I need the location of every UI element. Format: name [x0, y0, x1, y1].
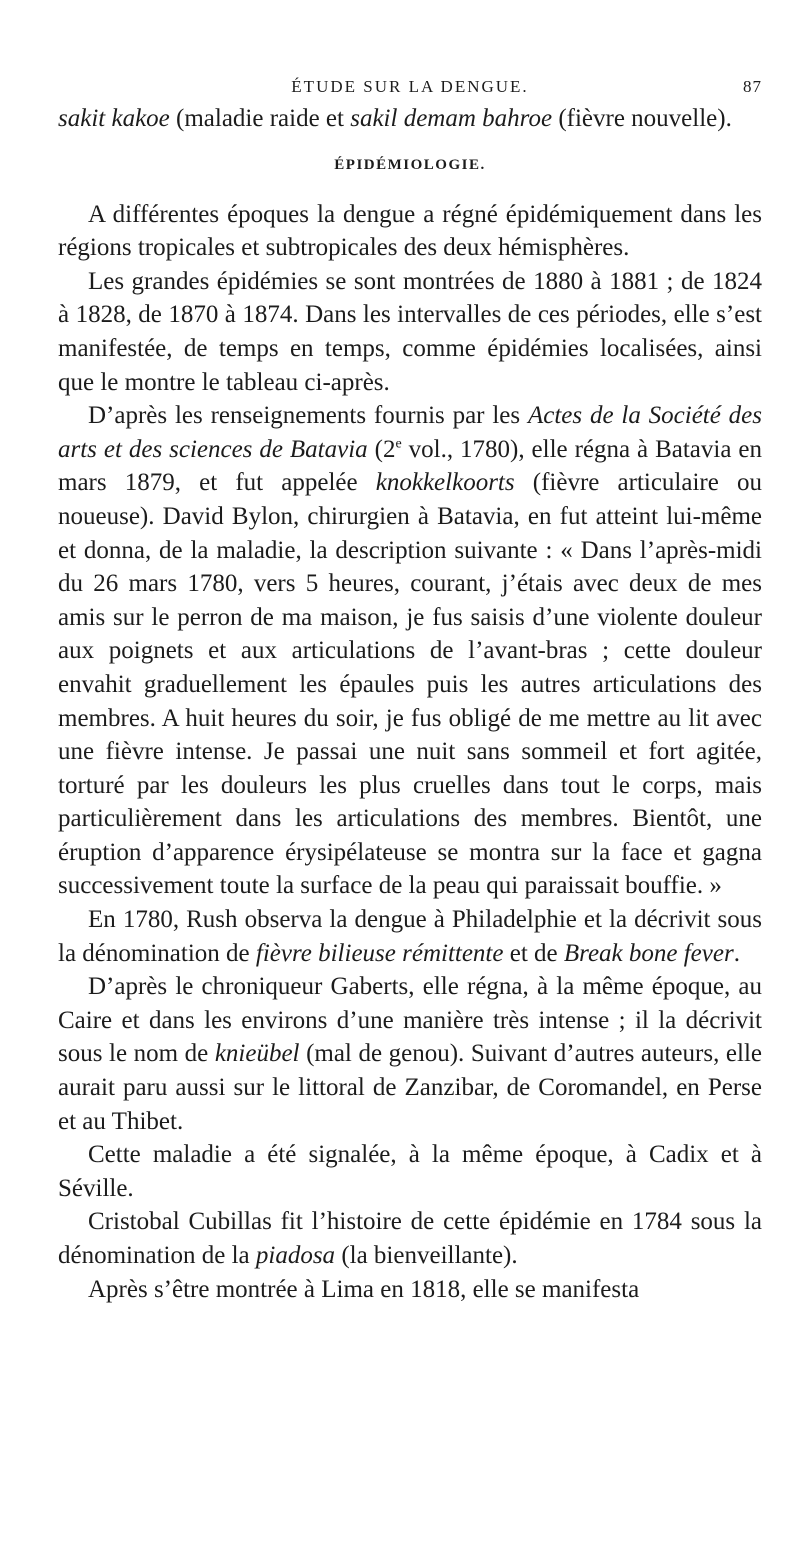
- disease-term: fièvre bilieuse rémittente: [255, 939, 504, 967]
- section-heading: ÉPIDÉMIOLOGIE.: [334, 156, 486, 173]
- gloss-text: (fièvre nouvelle).: [552, 105, 732, 132]
- paragraph-text: (la bienveillante).: [335, 1242, 518, 1269]
- malay-term: sakil demam bahroe: [350, 105, 553, 132]
- paragraph-text: (fièvre articulaire ou noueuse). David Bylon, chirurgien à Batavia, en fut atteint lui-même et donna, de la maladie, la description suivante : « Dans l’après-midi du 26 mars 1780, vers 5 heures, courant, j’étais avec deux de mes amis sur le perron de ma maison, je fus saisis d’une violente douleur aux poignets et aux articulations de l’avant-bras ; cette douleur envahit graduellement les épaules puis les autres articulations des membres. A huit heures du soir, je fus obligé de me mettre au lit avec une fièvre intense. Je passai une nuit sans sommeil et fort agitée, torturé par les douleurs les plus cruelles dans tout le corps, mais particulièrement dans les articulations des membres. Bientôt, une éruption d’apparence érysipélateuse se montra sur la face et gagna successivement toute la surface de la peau qui paraissait bouffie. »: [58, 469, 762, 900]
- book-page: [0, 72, 800, 1545]
- paragraph-2: Les grandes épidémies se sont montrées de 1880 à 1881 ; de 1824 à 1828, de 1870 à 1874. Dans les intervalles de ces périodes, elle s’est manifestée, de temps en temps, comme épidémies localisées, ainsi que le montre le tableau ci-après.: [58, 267, 762, 396]
- paragraph-8: Après s’être montrée à Lima en 1818, elle se manifesta: [88, 1275, 640, 1303]
- paragraph-text: (2: [367, 435, 396, 463]
- paragraph-text: Cristobal Cubillas fit l’histoire de cette épidémie en 1784 sous la dénomination de la: [58, 1208, 762, 1269]
- paragraph-3: [58, 399, 762, 903]
- paragraph-4: [58, 903, 762, 970]
- superscript: e: [395, 436, 402, 452]
- paragraph-text: (mal de genou). Suivant d’autres auteurs, elle aurait paru aussi sur le littoral de Zanzibar, de Coromandel, en Perse et au Thibet.: [58, 1040, 762, 1135]
- page-number: 87: [743, 77, 762, 96]
- gloss-text: (maladie raide et: [169, 105, 351, 132]
- paragraph-6: Cette maladie a été signalée, à la même époque, à Cadix et à Séville.: [58, 1141, 762, 1202]
- paragraph-text: D’après le chroniqueur Gaberts, elle régna, à la même époque, au Caire et dans les environs d’une manière très intense ; il la décrivit sous le nom de: [58, 973, 762, 1068]
- paragraph-text: D’après les renseignements fournis par les: [88, 402, 528, 430]
- paragraph-text: En 1780, Rush observa la dengue à Philadelphie et la décrivit sous la dénomination de: [58, 906, 762, 967]
- running-header: [58, 72, 762, 102]
- paragraph-text: vol., 1780), elle régna à Batavia en mars 1879, et fut appelée: [58, 435, 762, 497]
- publication-title: Actes de la Société des arts et des sciences de Batavia: [58, 402, 763, 463]
- disease-term: knokkelkoorts: [375, 469, 515, 497]
- running-title: ÉTUDE SUR LA DENGUE.: [291, 77, 529, 96]
- disease-term: Break bone fever: [563, 939, 734, 967]
- paragraph-text: .: [733, 939, 740, 967]
- paragraph-1: A différentes époques la dengue a régné épidémiquement dans les régions tropicales et subtropicales des deux hémisphères.: [58, 200, 762, 262]
- paragraph-7: [58, 1205, 762, 1272]
- paragraph-5: [58, 970, 762, 1138]
- disease-term: piadosa: [255, 1242, 336, 1269]
- malay-term: sakit kakoe: [58, 105, 170, 132]
- paragraph-text: et de: [503, 939, 564, 967]
- disease-term: knieübel: [214, 1040, 300, 1068]
- continued-paragraph: [58, 102, 762, 136]
